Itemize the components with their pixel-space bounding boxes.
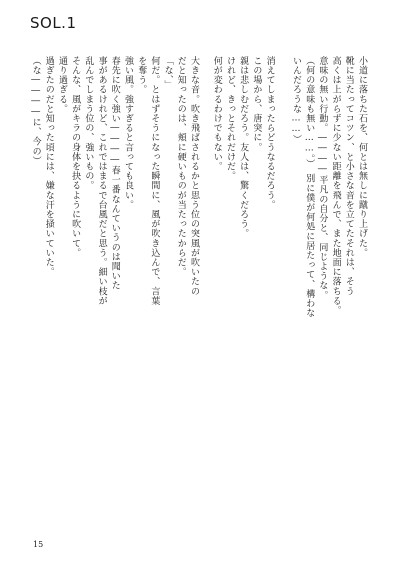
text-line: 強い風。強すぎると言っても良い。 bbox=[122, 56, 133, 210]
text-line: いんだろうな……） bbox=[290, 56, 301, 145]
text-line: 小道に落ちた石を、何とは無しに蹴り上げた。 bbox=[357, 56, 367, 258]
text-line: 「な、」 bbox=[162, 56, 173, 90]
text-block-right bbox=[210, 56, 368, 486]
text-line: を奪う。 bbox=[136, 56, 147, 95]
text-line: 何だ。とはずそうになった瞬間に、風が吹き込んで、言葉 bbox=[149, 56, 160, 306]
text-line: （何の意味も無い……。） 別に僕が何処に居たって、構わな bbox=[304, 56, 315, 318]
text-line: 事があるけれど、これではまるで台風だと思う。細い枝が bbox=[96, 56, 107, 306]
text-line: （な――――に、今の） bbox=[30, 56, 41, 166]
page-number: 15 bbox=[33, 540, 44, 549]
text-line: けれど、きっとそれだけだ。 bbox=[224, 56, 235, 181]
text-line: そんな、風がキラの身体を抉るように吹いて。 bbox=[70, 56, 81, 258]
text-line: 消えてしまったらどうなるだろう。 bbox=[264, 56, 275, 210]
text-line: 春先に吹く強い――――春一番なんていうのは聞いた bbox=[109, 56, 120, 291]
text-line: 乱んでしまう位の、強いもの。 bbox=[83, 56, 94, 191]
text-line: この場から、唐突に。 bbox=[251, 56, 262, 152]
text-line: 大きな音。吹き飛ばされるかと思う位の突風が吹いたの bbox=[189, 56, 199, 296]
text-line: 通り過ぎる。 bbox=[56, 56, 67, 114]
text-line: 過ぎたのだと知った頃には、嫌な汗を掻いていた。 bbox=[43, 56, 54, 277]
text-block-left bbox=[30, 56, 200, 486]
text-line: 何が変わるわけでもない。 bbox=[211, 56, 222, 172]
text-line: 靴に当たってコツン、と小さな音を立てたそれは、そう bbox=[343, 56, 354, 296]
text-line: 高くは上がらずに少ない距離を飛んで、また地面に落ちる。 bbox=[330, 56, 341, 316]
chapter-header: SOL.1 bbox=[30, 14, 77, 32]
text-line: だと知ったのは、頬に硬いものが当たったからだ。 bbox=[175, 56, 186, 277]
text-line bbox=[276, 56, 289, 486]
text-line: 親は悲しむだろう。友人は、驚くだろう。 bbox=[238, 56, 249, 239]
text-line: 意味の無い行動。――――平凡の自分と、同じような。 bbox=[317, 56, 328, 300]
